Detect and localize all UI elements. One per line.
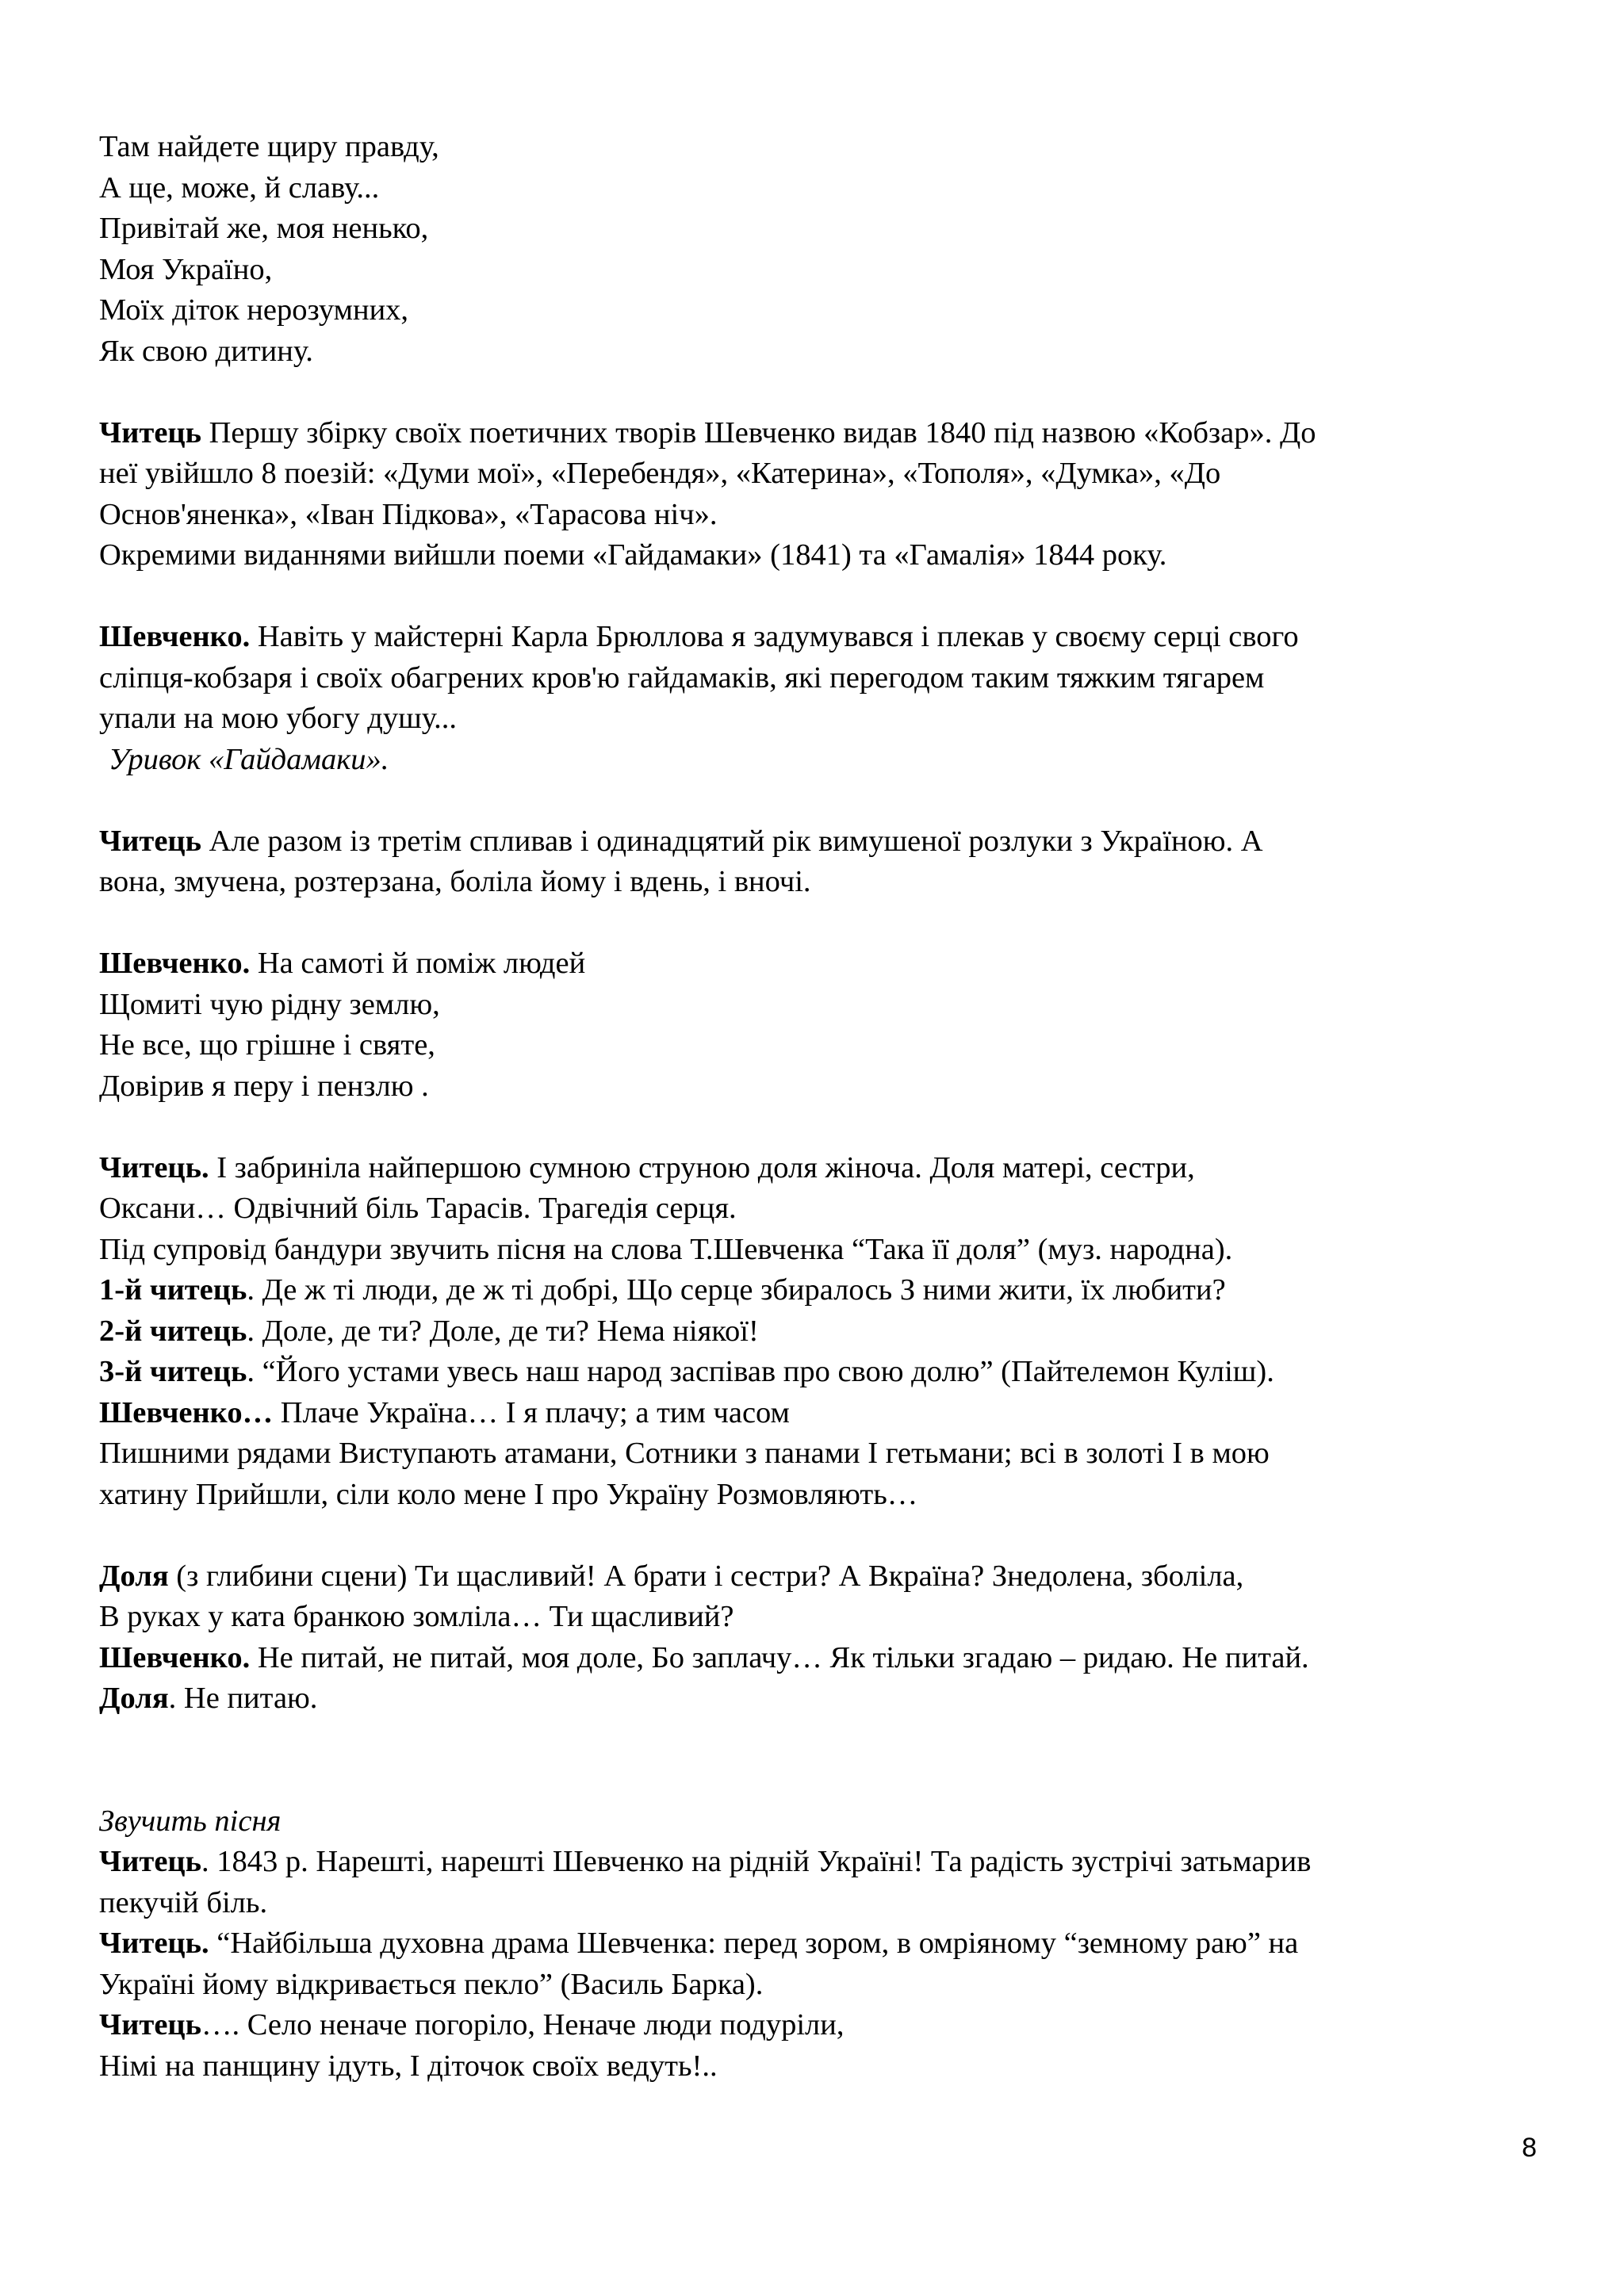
text-line: Довірив я перу і пензлю . [99, 1069, 429, 1103]
text-line [99, 617, 1526, 658]
paragraph-dolya [99, 1556, 1526, 1720]
page-number: 8 [1522, 2133, 1537, 2163]
speaker-label: Доля [99, 1559, 169, 1593]
page-text [99, 127, 1526, 2087]
speaker-label: 2-й читець [99, 1314, 247, 1348]
line-text: . “Його устами увесь наш народ заспівав про свою долю” (Пайтелемон Куліш). [247, 1355, 1274, 1388]
paragraph-dialogue [99, 1148, 1526, 1516]
text-line: Під супровід бандури звучить пісня на слова Т.Шевченка “Така її доля” (муз. народна). [99, 1232, 1233, 1266]
speaker-label: Шевченко. [99, 1640, 251, 1674]
line-text: І забриніла найпершою сумною струною доля жіноча. Доля матері, сестри, [209, 1150, 1195, 1184]
text-line: Привітай же, моя ненько, [99, 212, 429, 245]
speaker-label: Шевченко. [99, 620, 251, 653]
text-line [99, 943, 1526, 985]
stage-direction: Звучить пісня [99, 1804, 282, 1838]
text-line: Моя Україно, [99, 252, 273, 286]
line-text: Навіть у майстерні Карла Брюллова я задумувався і плекав у своєму серці свого [250, 620, 1299, 653]
line-text: Не питай, не питай, моя доле, Бо заплачу… Як тільки згадаю – ридаю. Не питай. [250, 1640, 1309, 1674]
line-text: . Не питаю. [168, 1682, 318, 1715]
speaker-label: Читець [99, 2008, 201, 2042]
line-text: На самоті й поміж людей [250, 947, 586, 980]
text-line: пекучій біль. [99, 1885, 268, 1919]
text-line: Пишними рядами Виступають атамани, Сотники з панами І гетьмани; всі в золоті І в мою [99, 1437, 1270, 1470]
paragraph-song [99, 1801, 1526, 2087]
text-line [99, 1393, 1526, 1434]
line-text: . Де ж ті люди, де ж ті добрі, Що серце збиралось З ними жити, їх любити? [247, 1273, 1226, 1307]
text-line: Не все, що грішне і святе, [99, 1028, 435, 1062]
speaker-label: 3-й читець [99, 1355, 247, 1388]
text-line: хатину Прийшли, сіли коло мене І про Україну Розмовляють… [99, 1477, 918, 1511]
text-line: сліпця-кобзаря і своїх обагрених кров'ю гайдамаків, які перегодом таким тяжким тягарем [99, 660, 1265, 695]
text-line: Там найдете щиру правду, [99, 130, 439, 163]
text-line [99, 1556, 1526, 1598]
poem-stanza [99, 127, 1526, 372]
speaker-label: Доля [99, 1682, 169, 1715]
text-line [99, 1311, 1526, 1353]
text-line: вона, змучена, розтерзана, боліла йому і вдень, і вночі. [99, 865, 811, 898]
speaker-label: 1-й читець [99, 1273, 247, 1307]
text-line [99, 1678, 1526, 1720]
line-text: Плаче Україна… І я плачу; а тим часом [273, 1395, 790, 1429]
paragraph-shevchenko [99, 943, 1526, 1107]
text-line: А ще, може, й славу... [99, 170, 380, 205]
stage-direction: Уривок «Гайдамаки». [109, 742, 389, 776]
speaker-label: Читець [99, 824, 201, 858]
text-line: Окремими виданнями вийшли поеми «Гайдамаки» (1841) та «Гамалія» 1844 року. [99, 538, 1167, 572]
speaker-label: Читець [99, 1845, 201, 1878]
text-line [99, 1270, 1526, 1311]
text-line [99, 1352, 1526, 1393]
text-line: Щомиті чую рідну землю, [99, 987, 440, 1021]
paragraph-reader [99, 821, 1526, 903]
speaker-label: Читець. [99, 1150, 209, 1184]
line-text: …. Село неначе погоріло, Неначе люди подуріли, [201, 2008, 845, 2042]
text-line [99, 821, 1526, 863]
speaker-label: Шевченко… [99, 1395, 274, 1429]
text-line: неї увійшло 8 поезій: «Думи мої», «Перебендя», «Катерина», «Тополя», «Думка», «До [99, 457, 1221, 490]
text-line: В руках у ката бранкою зомліла… Ти щасливий? [99, 1600, 734, 1633]
text-line [99, 2005, 1526, 2046]
text-line: Оксани… Одвічний біль Тарасів. Трагедія серця. [99, 1192, 737, 1225]
text-line: Моїх діток нерозумних, [99, 293, 409, 327]
line-text: . 1843 р. Нарешті, нарешті Шевченко на рідній Україні! Та радість зустрічі затьмарив [201, 1845, 1312, 1878]
text-line: Німі на панщину ідуть, І діточок своїх ведуть!.. [99, 2049, 718, 2083]
text-line [99, 1923, 1526, 1965]
speaker-label: Читець. [99, 1927, 209, 1960]
speaker-label: Шевченко. [99, 947, 251, 980]
text-line: упали на мою убогу душу... [99, 702, 458, 735]
text-line [99, 1638, 1526, 1679]
line-text: Першу збірку своїх поетичних творів Шевченко видав 1840 під назвою «Кобзар». До [201, 415, 1316, 450]
line-text: “Найбільша духовна драма Шевченка: перед зором, в омріяному “земному раю” на [209, 1927, 1299, 1960]
line-text: (з глибини сцени) Ти щасливий! А брати і сестри? А Вкраїна? Знедолена, зболіла, [168, 1559, 1244, 1593]
line-text: Але разом із третім спливав і одинадцятий рік вимушеної розлуки з Україною. А [201, 824, 1263, 858]
text-line [99, 413, 1526, 454]
text-line: Україні йому відкривається пекло” (Василь Барка). [99, 1967, 764, 2001]
paragraph-shevchenko [99, 617, 1526, 780]
speaker-label: Читець [99, 415, 201, 450]
text-line [99, 1842, 1526, 1883]
text-line [99, 1148, 1526, 1189]
text-line: Як свою дитину. [99, 334, 313, 368]
line-text: . Доле, де ти? Доле, де ти? Нема ніякої! [247, 1314, 759, 1348]
paragraph-reader [99, 413, 1526, 576]
text-line: Основ'яненка», «Іван Підкова», «Тарасова ніч». [99, 497, 718, 531]
